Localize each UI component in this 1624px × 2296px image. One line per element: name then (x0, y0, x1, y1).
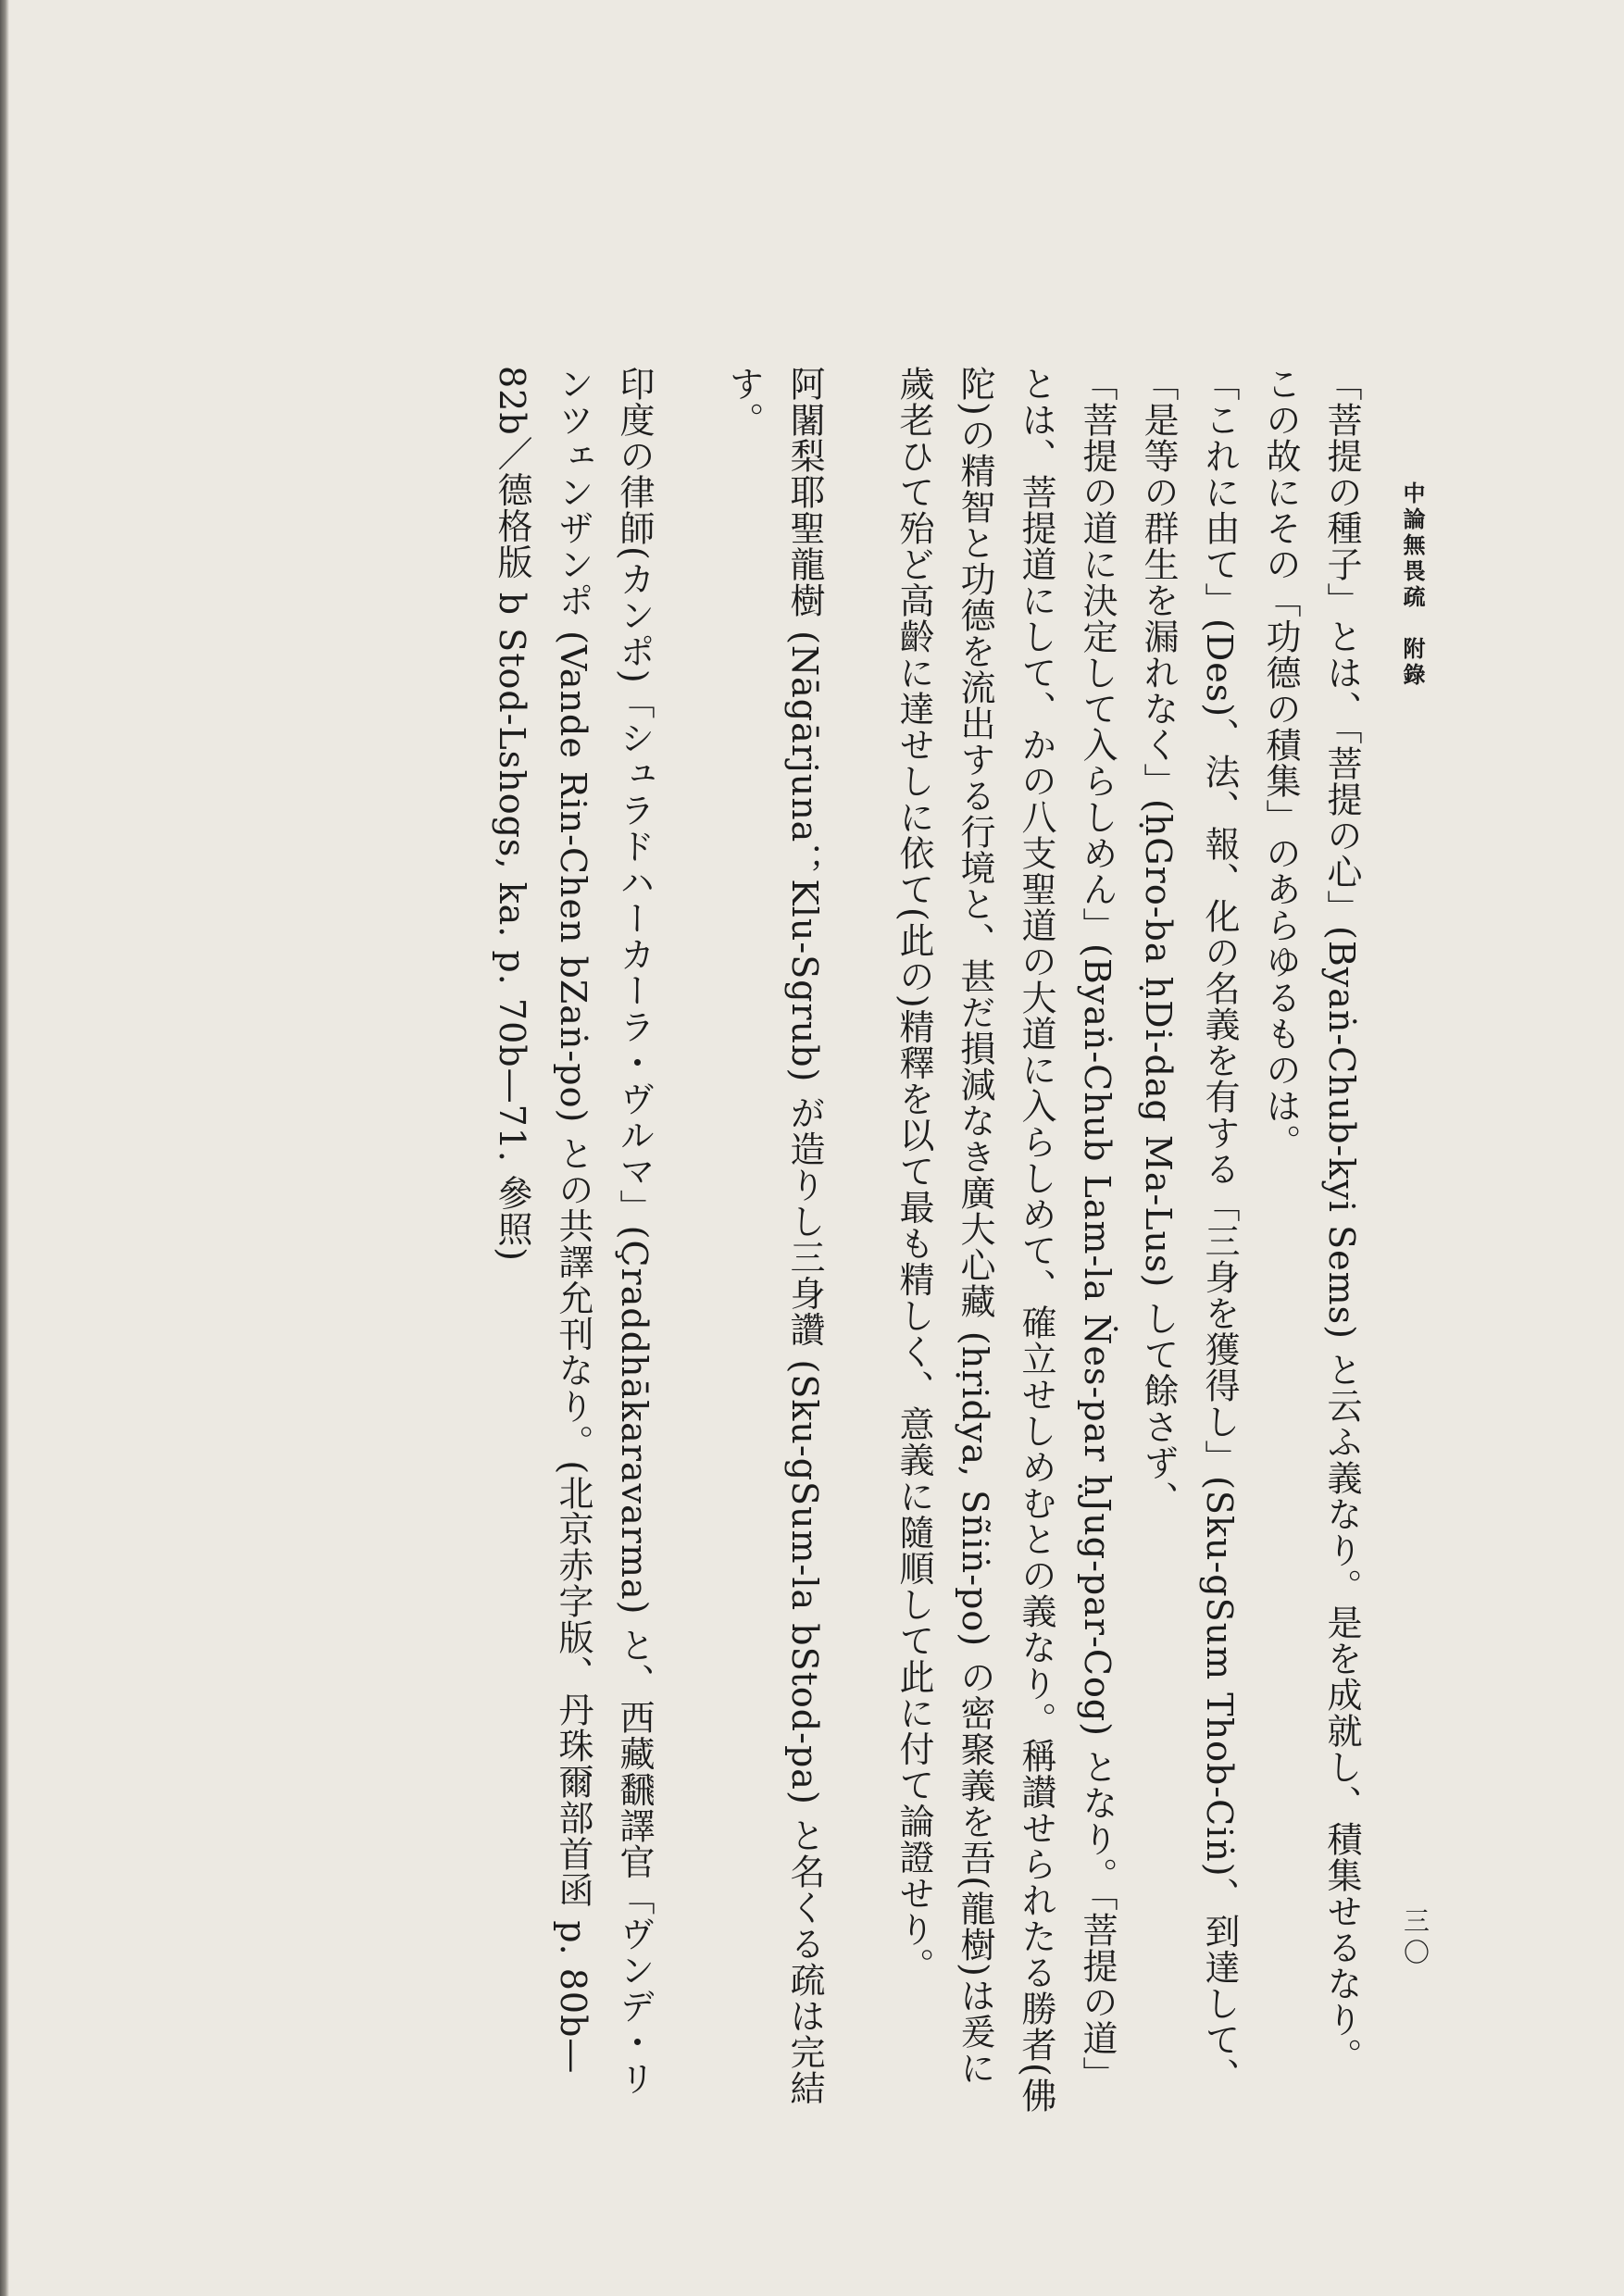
paragraph-5: 「菩提の道に決定して入らしめん」(Byaṅ-Chub Lam-la Ṅes-par ḥJug-par-Cog) となり。「菩提の道」とは、菩提道にして、かの八支聖道の大道に入らしめて、確立せしめむとの義なり。稱讃せられたる勝者(佛陀)の精智と功德を流出する行境と、甚だ損減なき廣大心藏 (hṛidya, Sñiṅ-po) の密聚義を吾(龍樹)は爰に歲老ひて殆ど高齡に達せしに依て(此の)精釋を以て最も精しく、意義に隨順して此に付て論證せり。 (893, 366, 1118, 2114)
paragraph-gap (665, 366, 713, 2115)
paragraph-4: 「是等の群生を漏れなく」(ḥGro-ba ḥDi-dag Ma-Lus) して餘さず、 (1138, 366, 1179, 1517)
paragraph-6: 阿闍梨耶聖龍樹 (Nāgārjuna；Klu-Sgrub) が造りし三身讚 (Sku-gSum-la bStod-pa) と名くる疏は完結す。 (723, 366, 825, 2106)
paragraph-3: 「これに由て」(Des)、法、報、化の名義を有する「三身を獲得し」(Sku-gSum Thob-Ciṅ)、到達して、 (1199, 366, 1240, 2094)
paragraph-1: 「菩提の種子」とは、「菩提の心」(Byaṅ-Chub-kyi Sems) と云ふ義なり。是を成就し、積集せるなり。 (1321, 366, 1362, 2075)
running-head: 中論無畏疏 附錄 (1399, 481, 1426, 689)
body-text (481, 366, 1372, 2115)
paragraph-7: 印度の律師(カンポ)「シュラドハーカーラ・ヴルマ」(Çraddhākaravarma) と、西藏飜譯官「ヴンデ・リンツェンザンポ (Vande Rin-Chen bZaṅ-po) との共譯允刊なり。(北京赤字版、丹珠爾部首函 p. 80b—82b／德格版 b Stod-Lshogs, ka. p. 70b—71. 參照) (492, 366, 655, 2097)
page-header (1396, 481, 1452, 2055)
paragraph-2: この故にその「功德の積集」のあらゆるものは。 (1260, 366, 1301, 1160)
page-number: 三〇 (1400, 1907, 1430, 1970)
paragraph-gap (835, 366, 883, 2115)
